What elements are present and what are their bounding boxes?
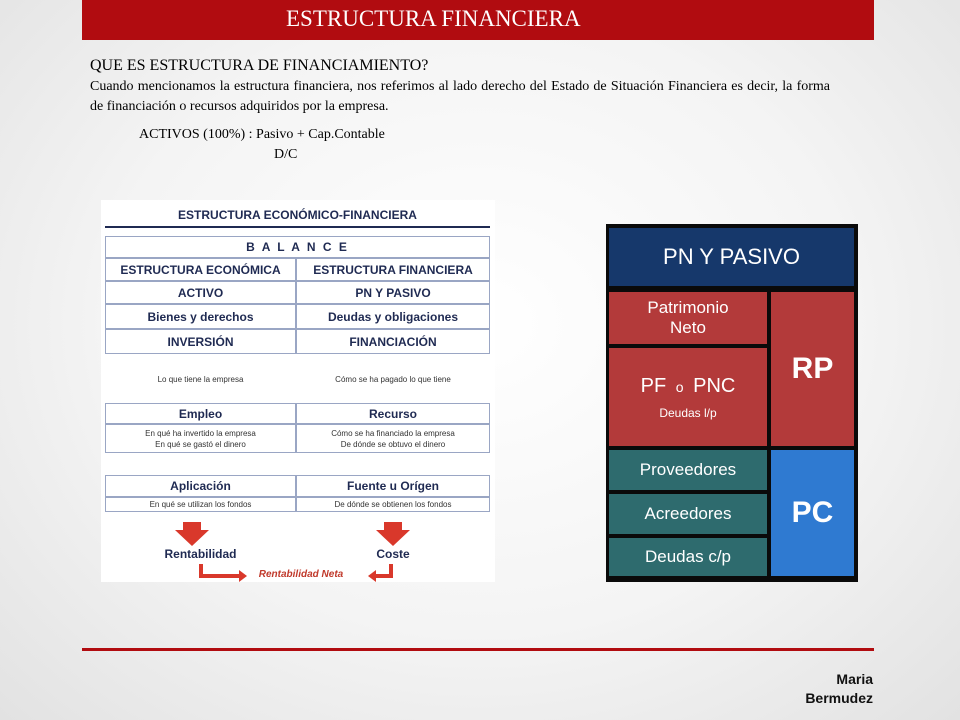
formula-ratio: D/C <box>274 147 298 162</box>
patrimonio-line-1: Patrimonio <box>647 298 729 317</box>
block-proveedores: Proveedores <box>609 450 767 490</box>
pnc-label: PNC <box>693 374 736 397</box>
block-pf-pnc <box>609 348 767 446</box>
cell-empleo: Empleo <box>105 403 296 424</box>
label-rentabilidad: Rentabilidad <box>164 547 237 561</box>
cell-estructura-economica: ESTRUCTURA ECONÓMICA <box>105 258 296 281</box>
empleo-desc-2: En qué se gastó el dinero <box>155 439 246 449</box>
pn-pasivo-image <box>606 224 858 582</box>
cell-aplicacion-desc: En qué se utilizan los fondos <box>105 497 296 512</box>
cell-pn-pasivo: PN Y PASIVO <box>296 281 490 304</box>
balance-image-title: ESTRUCTURA ECONÓMICO-FINANCIERA <box>178 208 417 222</box>
slide-title: ESTRUCTURA FINANCIERA <box>286 6 581 31</box>
cell-recurso: Recurso <box>296 403 490 424</box>
block-deudas-cp: Deudas c/p <box>609 538 767 576</box>
cell-aplicacion: Aplicación <box>105 475 296 497</box>
block-acreedores: Acreedores <box>609 494 767 534</box>
pf-label: PF <box>640 374 667 397</box>
balance-structure-image <box>101 200 495 582</box>
patrimonio-line-2: Neto <box>670 318 706 337</box>
author-first: Maria <box>836 671 873 687</box>
cell-bienes: Bienes y derechos <box>105 304 296 329</box>
balance-header: B A L A N C E <box>105 236 490 258</box>
definition-paragraph: Cuando mencionamos la estructura financiera, nos referimos al lado derecho del Estado de Situación Financiera es decir, la forma de financiación o recursos adquiridos por la empresa. <box>90 79 830 114</box>
cell-fuente-desc: De dónde se obtienen los fondos <box>296 497 490 512</box>
arrow-curve-left-icon <box>201 564 239 576</box>
footer-divider <box>82 648 874 651</box>
recurso-desc-2: De dónde se obtuvo el dinero <box>340 439 446 449</box>
cell-deudas: Deudas y obligaciones <box>296 304 490 329</box>
pn-header: PN Y PASIVO <box>609 228 854 286</box>
cell-recurso-desc <box>296 424 490 453</box>
block-patrimonio-neto <box>609 292 767 344</box>
label-rentabilidad-neta: Rentabilidad Neta <box>258 568 344 580</box>
cell-fuente: Fuente u Orígen <box>296 475 490 497</box>
recurso-desc-1: Cómo se ha financiado la empresa <box>331 428 455 438</box>
section-heading: QUE ES ESTRUCTURA DE FINANCIAMIENTO? <box>90 57 429 74</box>
cell-estructura-financiera: ESTRUCTURA FINANCIERA <box>296 258 490 281</box>
label-coste: Coste <box>376 547 410 561</box>
title-bar <box>82 0 874 40</box>
author-last: Bermudez <box>805 690 873 706</box>
cell-activo: ACTIVO <box>105 281 296 304</box>
text-tiene: Lo que tiene la empresa <box>157 374 244 384</box>
arrow-curve-right-icon <box>376 564 391 576</box>
text-pagado: Cómo se ha pagado lo que tiene <box>335 374 451 384</box>
block-pc: PC <box>771 450 854 576</box>
empleo-desc-1: En qué ha invertido la empresa <box>145 428 256 438</box>
deudas-lp-label: Deudas l/p <box>659 405 717 420</box>
cell-financiacion: FINANCIACIÓN <box>296 329 490 354</box>
title-underline <box>105 226 490 228</box>
formula-line: ACTIVOS (100%) : Pasivo + Cap.Contable <box>139 127 385 142</box>
arrow-down-right-icon <box>376 522 410 546</box>
o-label: o <box>675 378 684 395</box>
block-rp: RP <box>771 292 854 446</box>
cell-empleo-desc <box>105 424 296 453</box>
cell-inversion: INVERSIÓN <box>105 329 296 354</box>
author-name <box>805 670 873 708</box>
pf-pnc-line <box>641 375 736 398</box>
arrow-down-left-icon <box>175 522 209 546</box>
